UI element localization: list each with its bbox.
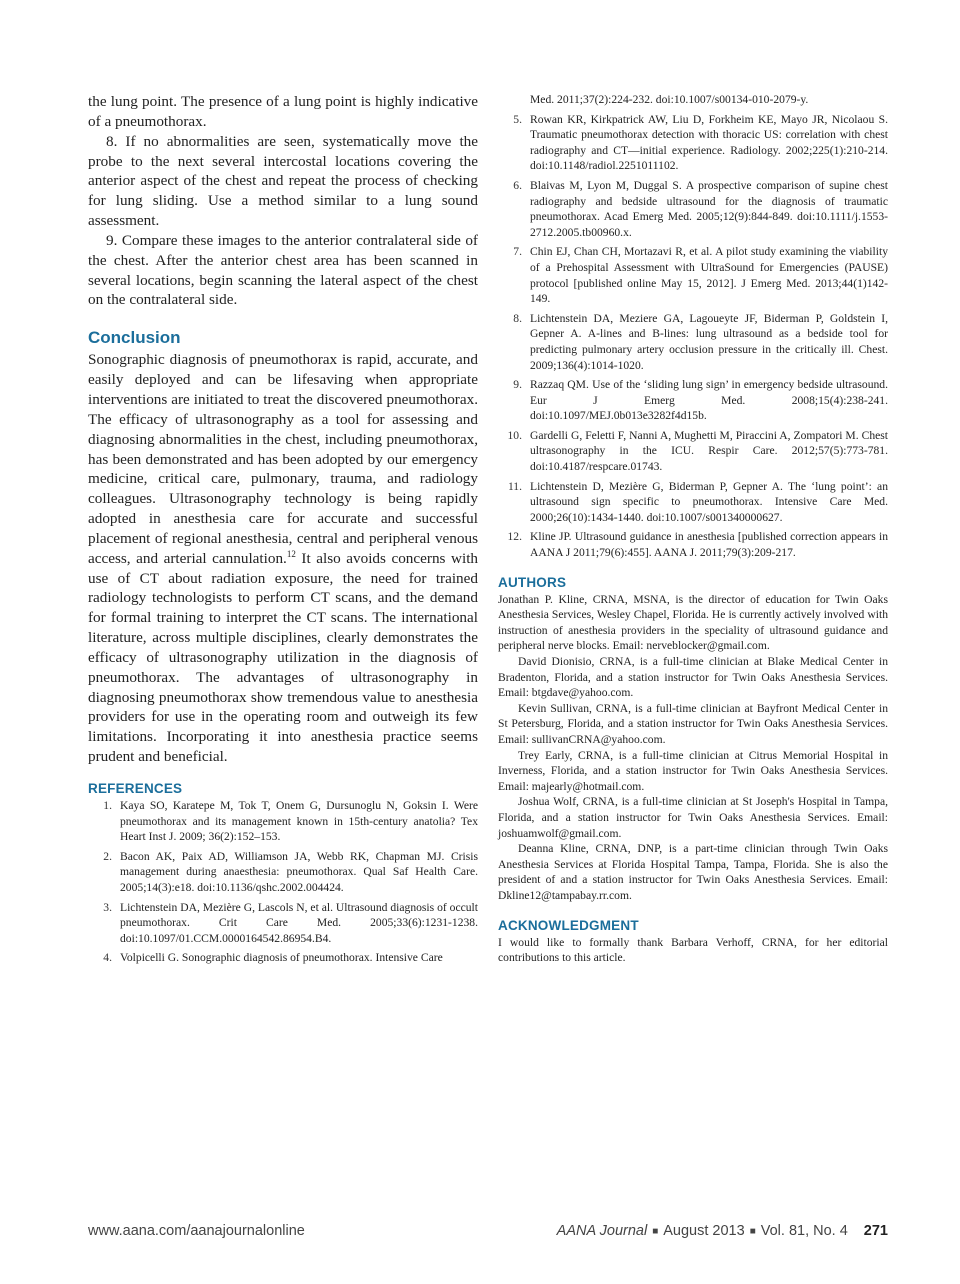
reference-number: 8. [513,311,522,325]
author-bio: Kevin Sullivan, CRNA, is a full-time clinician at Bayfront Medical Center in St Petersburg, Florida, and a station instructor for Twin Oaks Anesthesia Services. Email: sullivanCRNA@yahoo.com. [498,701,888,746]
step-9-paragraph: 9. Compare these images to the anterior contralateral side of the chest. After the anterior chest area has been scanned in several locations, begin scanning the lateral aspect of the chest on the contralateral side. [88,231,478,309]
acknowledgment-text: I would like to formally thank Barbara Verhoff, CRNA, for her editorial contributions to this article. [498,935,888,965]
reference-number: 2. [103,849,112,863]
reference-number: 7. [513,245,522,259]
reference-text: Bacon AK, Paix AD, Williamson JA, Webb RK, Chapman MJ. Crisis management during anaesthesia: pneumothorax. Qual Saf Health Care. 2005;14(3):e18. doi:10.1136/qshc.2002.004424. [120,849,478,894]
step-8-paragraph: 8. If no abnormalities are seen, systematically move the probe to the next several intercostal locations covering the anterior aspect of the chest and repeat the process of checking for lung sliding. Use a method similar to a lung sound assessment. [88,132,478,230]
separator-square-icon: ■ [652,1226,659,1237]
journal-name: AANA Journal [556,1223,648,1239]
journal-citation [557,1223,888,1239]
author-bio: Jonathan P. Kline, CRNA, MSNA, is the director of education for Twin Oaks Anesthesia Services, Wesley Chapel, Florida. He is currently actively involved with instruction of anesthesia providers in the speciality of ultrasound guidance and peripheral nerve blocks. Email: nerveblocker@gmail.com. [498,592,888,653]
right-column [498,92,888,966]
reference-number: 12. [507,530,522,544]
reference-text: Lichtenstein DA, Meziere GA, Lagoueyte JF, Biderman P, Goldstein I, Gepner A. A-lines and B-lines: lung ultrasound as a bedside tool for predicting pulmonary artery occlusion pressure in the critically ill. Chest. 2009;136(4):1014-1020. [530,311,888,372]
reference-item [498,377,888,424]
reference-text: Blaivas M, Lyon M, Duggal S. A prospective comparison of supine chest radiography and bedside ultrasound for the diagnosis of traumatic pneumothorax. Acad Emerg Med. 2005;12(9):844-849. doi:10.1111/j.1553-2712.2005.tb00960.x. [530,178,888,239]
journal-url-link[interactable]: www.aana.com/aanajournalonline [88,1223,305,1239]
conclusion-text-a: Sonographic diagnosis of pneumothorax is rapid, accurate, and easily deployed and can be lifesaving when appropriate interventions are initiated to treat the discovered pneumothorax. The efficacy of ultrasonography as a tool for assessing and diagnosing abnormalities in the chest, including pneumothorax, has been demonstrated and has been adopted by our emergency medicine, critical care, pulmonary, trauma, and radiology colleagues. Ultrasonography technology is being rapidly adopted in anesthesia care for accurate and successful placement of regional anesthesia, central and peripheral venous access, and arterial cannulation. [88,351,478,567]
reference-number: 5. [513,112,522,126]
references-list-left [88,798,478,966]
reference-item [498,479,888,526]
reference-text: Rowan KR, Kirkpatrick AW, Liu D, Forkheim KE, Mayo JR, Nicolaou S. Traumatic pneumothorax detection with thoracic US: correlation with chest radiography and CT—initial experience. Radiology. 2002;225(1):210-214. doi:10.1148/radiol.2251011102. [530,112,888,173]
page-footer [88,1223,888,1243]
references-heading: REFERENCES [88,781,183,796]
reference-item [88,900,478,947]
reference-number: 3. [103,900,112,914]
reference-number: 4. [103,951,112,965]
reference-item [498,529,888,560]
reference-item [498,311,888,373]
separator-square-icon: ■ [749,1226,756,1237]
reference-number: 11. [507,479,522,493]
reference-text: Lichtenstein DA, Mezière G, Lascols N, et al. Ultrasound diagnosis of occult pneumothorax. Crit Care Med. 2005;33(6):1231-1238. doi:10.1097/01.CCM.0000164542.86954.B4. [120,900,478,945]
reference-text: Lichtenstein D, Mezière G, Biderman P, Gepner A. The ‘lung point’: an ultrasound sign specific to pneumothorax. Intensive Care Med. 2000;26(10):1434-1440. doi:10.1007/s001340000627. [530,479,888,524]
issue-date: August 2013 [663,1223,745,1239]
conclusion-paragraph [88,350,478,767]
reference-item [88,849,478,896]
page-number: 271 [863,1223,888,1239]
reference-text: Chin EJ, Chan CH, Mortazavi R, et al. A pilot study examining the viability of a Prehospital Assessment with UltraSound for Emergencies (PAUSE) protocol [published online May 15, 2012]. J Emerg Med. 2013;44(1)142-149. [530,245,888,306]
reference-number: 6. [513,178,522,192]
volume-issue: Vol. 81, No. 4 [760,1223,848,1239]
left-column [88,92,478,970]
reference-text: Gardelli G, Feletti F, Nanni A, Mughetti M, Piraccini A, Zompatori M. Chest ultrasonography in the ICU. Respir Care. 2012;57(5):773-781. doi:10.4187/respcare.01743. [530,428,888,474]
reference-item [498,428,888,475]
reference-text: Razzaq QM. Use of the ‘sliding lung sign’ in emergency bedside ultrasound. Eur J Emerg Med. 2008;15(4):238-241. doi:10.1097/MEJ.0b013e3282f4d15b. [530,378,888,423]
reference-text: Kaya SO, Karatepe M, Tok T, Onem G, Dursunoglu N, Goksin I. Were pneumothorax and its management known in 15th-century anatolia? Tex Heart Inst J. 2009; 36(2):152–153. [120,799,478,844]
reference-item [88,950,478,966]
reference-item [498,178,888,240]
citation-superscript: 12 [286,548,296,559]
reference-item [498,112,888,174]
author-bio: Joshua Wolf, CRNA, is a full-time clinician at St Joseph's Hospital in Tampa, Florida, and a station instructor for Twin Oaks Anesthesia Services. Email: joshuamwolf@gmail.com. [498,795,888,840]
reference-number: 1. [103,799,112,812]
references-list-right [498,112,888,561]
continuation-paragraph: the lung point. The presence of a lung point is highly indicative of a pneumothorax. [88,93,478,130]
reference-4-continuation: Med. 2011;37(2):224-232. doi:10.1007/s00134-010-2079-y. [530,93,809,106]
author-bio: Trey Early, CRNA, is a full-time clinician at Citrus Memorial Hospital in Inverness, Florida, and a station instructor for Twin Oaks Anesthesia Services. Email: majearly@hotmail.com. [498,748,888,793]
author-bio: Deanna Kline, CRNA, DNP, is a part-time clinician through Twin Oaks Anesthesia Services at Florida Hospital Tampa, Tampa, Florida. She is also the president of and a station instructor for Twin Oaks Anesthesia Services. Email: Dkline12@tampabay.rr.com. [498,842,888,902]
acknowledgment-heading: ACKNOWLEDGMENT [498,917,639,933]
reference-number: 9. [513,378,522,392]
authors-heading: AUTHORS [498,574,567,590]
reference-text: Kline JP. Ultrasound guidance in anesthesia [published correction appears in AANA J 2011;79(6):455]. AANA J. 2011;79(3):209-217. [530,530,888,560]
conclusion-heading: Conclusion [88,328,181,348]
reference-item [88,798,478,845]
reference-item [498,244,888,306]
author-bio: David Dionisio, CRNA, is a full-time clinician at Blake Medical Center in Bradenton, Florida, and a station instructor for Twin Oaks Anesthesia Services. Email: btgdave@yahoo.com. [498,655,888,700]
reference-text: Volpicelli G. Sonographic diagnosis of pneumothorax. Intensive Care [120,951,443,965]
conclusion-text-b: It also avoids concerns with use of CT about radiation exposure, the need for trained radiology technologists to perform CT scans, and the demand for formal training to interpret the CT scans. The international literature, across multiple disciplines, clearly demonstrates the efficacy of ultrasonography utilization in the diagnosis of pneumothorax. The advantages of ultrasonography in diagnosing pneumothorax show tremendous value to anesthesia providers for use in the operating room and outweigh its few limitations. Incorporating it into anesthesia practice seems prudent and beneficial. [88,549,479,766]
reference-number: 10. [507,428,522,442]
